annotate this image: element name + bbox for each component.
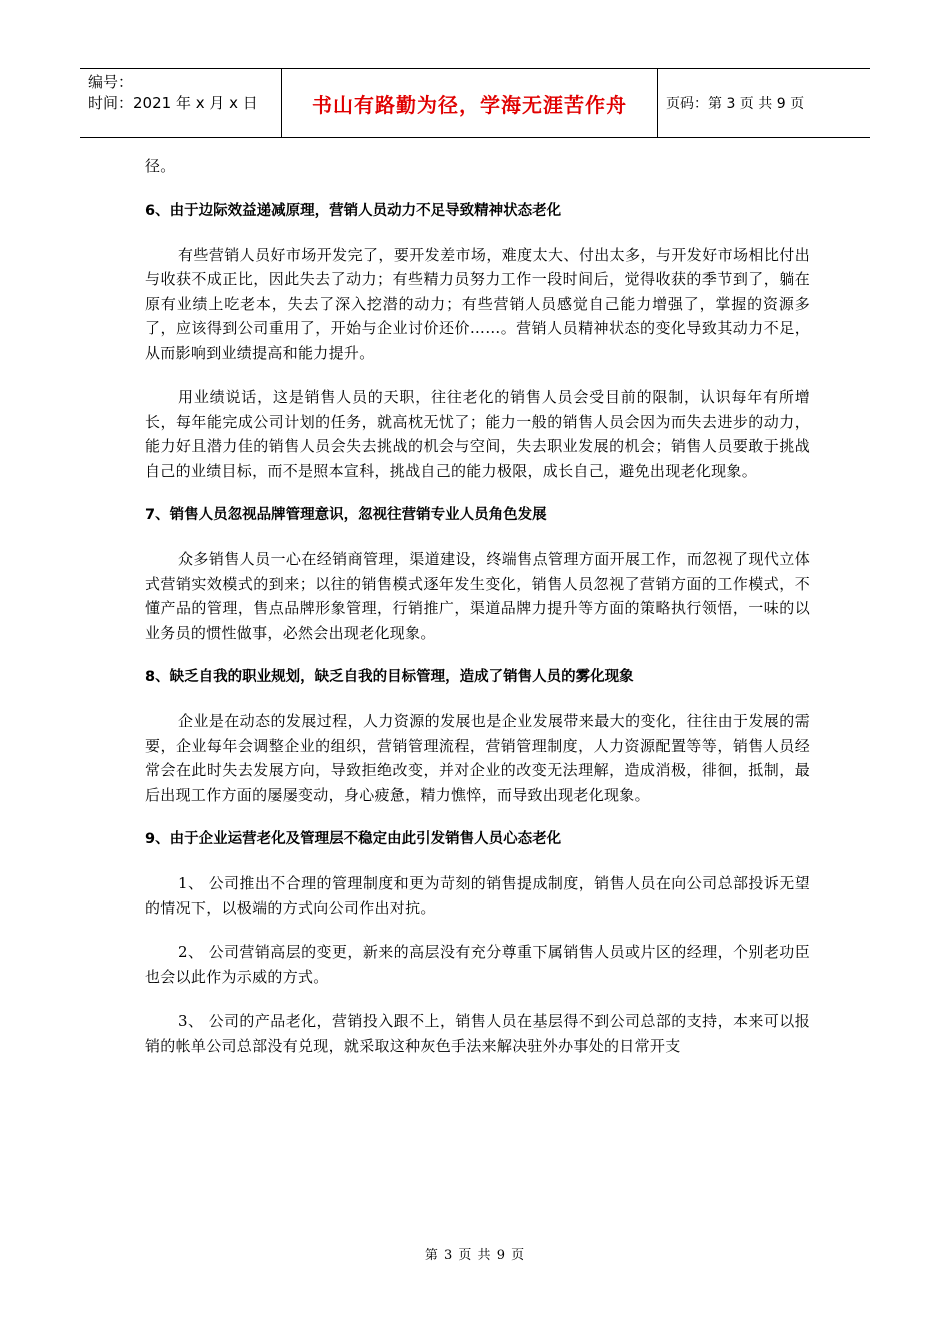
- header-meta: [80, 69, 282, 137]
- document-body: [145, 154, 810, 1058]
- document-header: [80, 68, 870, 138]
- paragraph: 径。: [145, 157, 176, 175]
- number-label: 编号：: [88, 73, 134, 91]
- section-heading: 7、销售人员忽视品牌管理意识，忽视往营销专业人员角色发展: [145, 507, 547, 523]
- time-label: 时间：2021 年 x 月 x 日: [88, 94, 258, 112]
- paragraph: 众多销售人员一心在经销商管理，渠道建设，终端售点管理方面开展工作，而忽视了现代立体式营销实效模式的到来；以往的销售模式逐年发生变化，销售人员忽视了营销方面的工作模式，不懂产品的管理，售点品牌形象管理，行销推广，渠道品牌力提升等方面的策略执行领悟，一味的以业务员的惯性做事，必然会出现老化现象。: [145, 550, 810, 642]
- paragraph: 有些营销人员好市场开发完了，要开发差市场，难度太大、付出太多，与开发好市场相比付出与收获不成正比，因此失去了动力；有些精力员努力工作一段时间后，觉得收获的季节到了，躺在原有业绩上吃老本，失去了深入挖潜的动力；有些营销人员感觉自己能力增强了，掌握的资源多了，应该得到公司重用了，开始与企业讨价还价……。营销人员精神状态的变化导致其动力不足，从而影响到业绩提高和能力提升。: [145, 245, 810, 362]
- section-heading: 9、由于企业运营老化及管理层不稳定由此引发销售人员心态老化: [145, 831, 562, 847]
- paragraph: 2、 公司营销高层的变更，新来的高层没有充分尊重下属销售人员或片区的经理，个别老功臣也会以此作为示威的方式。: [145, 943, 810, 986]
- section-heading: 6、由于边际效益递减原理，营销人员动力不足导致精神状态老化: [145, 202, 562, 219]
- paragraph: 企业是在动态的发展过程，人力资源的发展也是企业发展带来最大的变化，往往由于发展的需要，企业每年会调整企业的组织，营销管理流程，营销管理制度，人力资源配置等等，销售人员经常会在此时失去发展方向，导致拒绝改变，并对企业的改变无法理解，造成消极，徘徊，抵制，最后出现工作方面的屡屡变动，身心疲惫，精力憔悴，而导致出现老化现象。: [145, 712, 810, 804]
- section-heading: 8、缺乏自我的职业规划，缺乏自我的目标管理，造成了销售人员的雾化现象: [145, 669, 634, 685]
- paragraph: 1、 公司推出不合理的管理制度和更为苛刻的销售提成制度，销售人员在向公司总部投诉无望的情况下，以极端的方式向公司作出对抗。: [145, 874, 810, 917]
- paragraph: 3、 公司的产品老化，营销投入跟不上，销售人员在基层得不到公司总部的支持，本来可以报销的帐单公司总部没有兑现，就采取这种灰色手法来解决驻外办事处的日常开支: [145, 1012, 810, 1055]
- header-motto: 书山有路勤为径，学海无涯苦作舟: [282, 69, 658, 137]
- page-footer: 第 3 页 共 9 页: [424, 1248, 526, 1263]
- paragraph: 用业绩说话，这是销售人员的天职，往往老化的销售人员会受目前的限制，认识每年有所增长，每年能完成公司计划的任务，就高枕无忧了；能力一般的销售人员会因为而失去进步的动力，能力好且潜力佳的销售人员会失去挑战的机会与空间，失去职业发展的机会；销售人员要敢于挑战自己的业绩目标，而不是照本宣科，挑战自己的能力极限，成长自己，避免出现老化现象。: [145, 388, 810, 480]
- header-page-info: 页码：第 3 页 共 9 页: [666, 96, 805, 112]
